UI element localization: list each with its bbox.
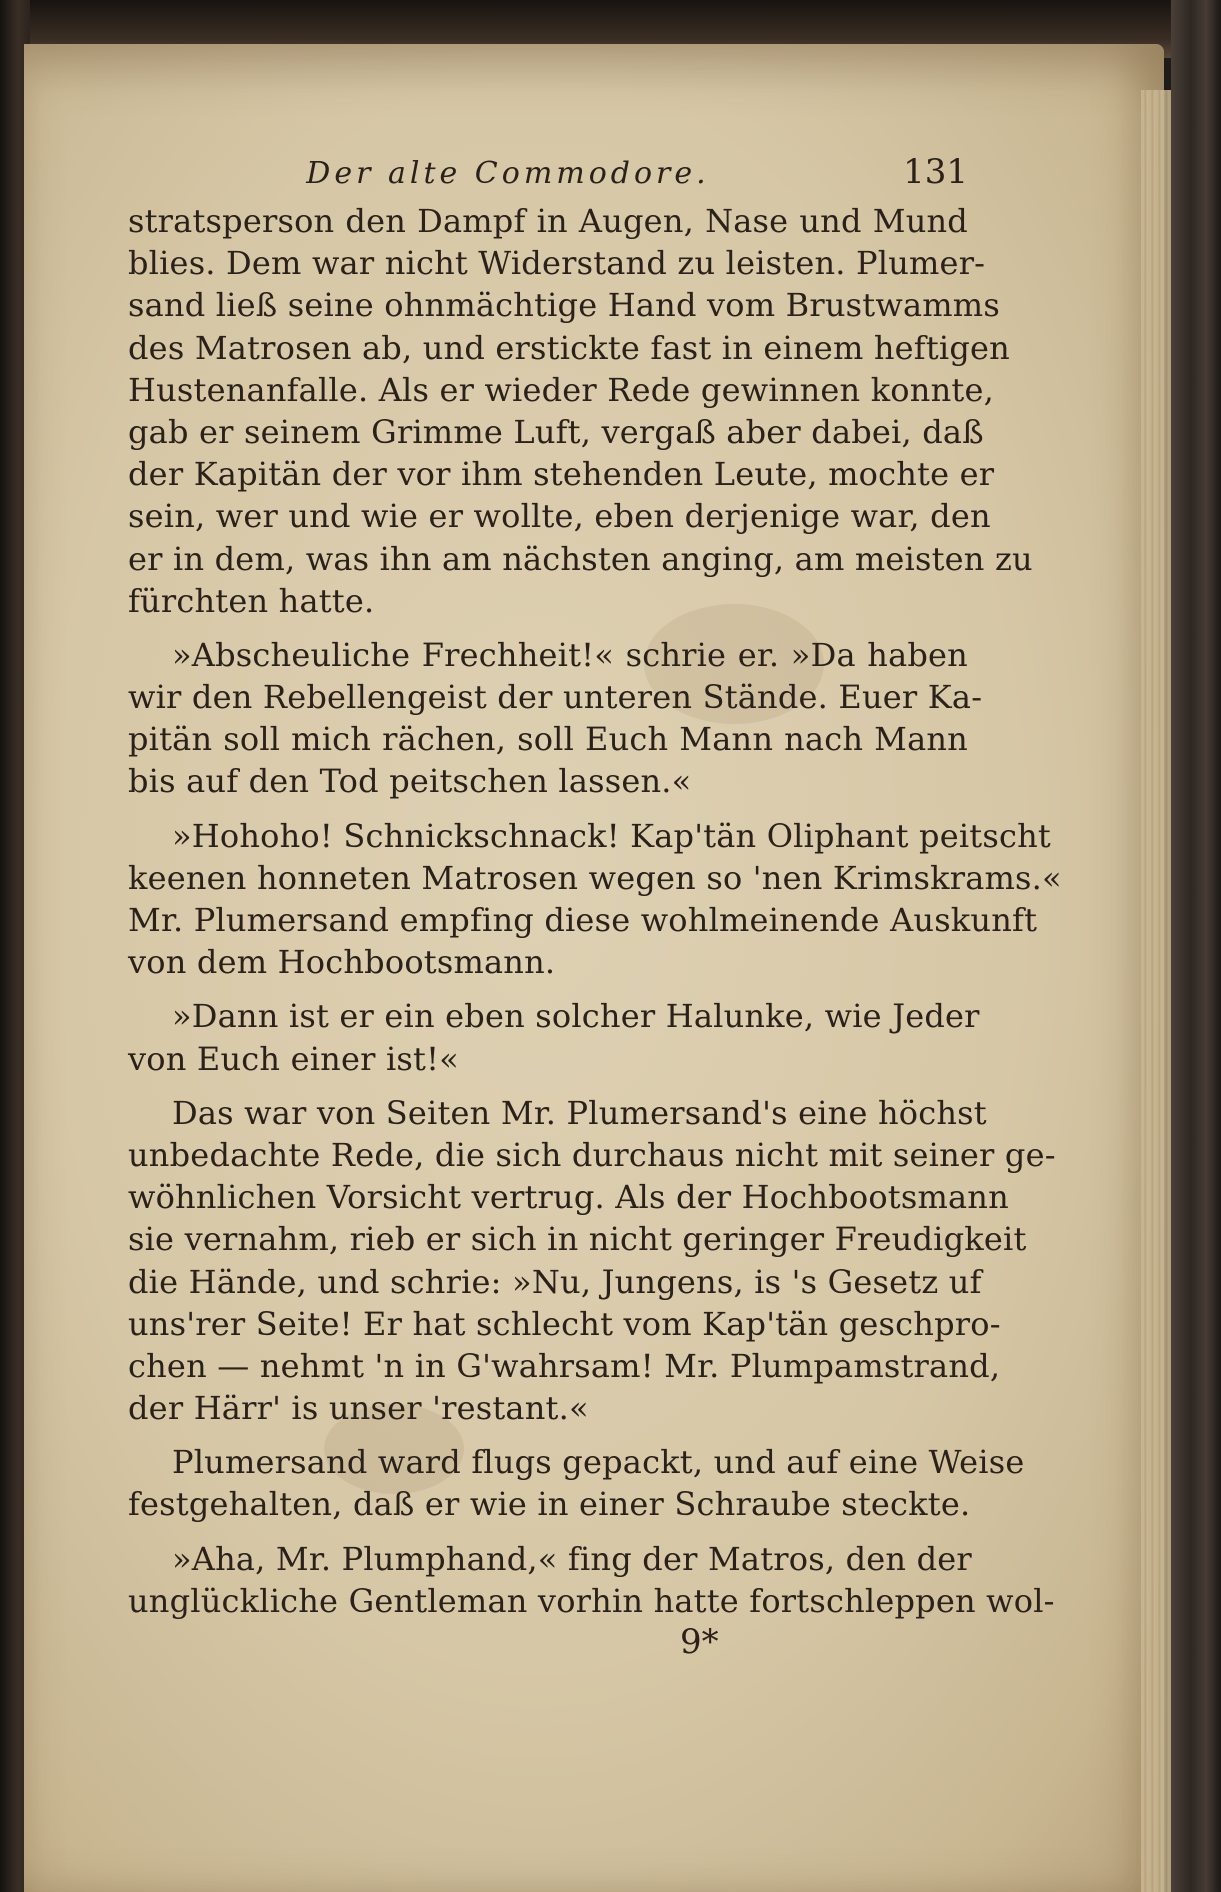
text-line: die Hände, und schrie: »Nu, Jungens, is 's Gesetz uf: [128, 1262, 982, 1301]
running-title: Der alte Commodore.: [306, 156, 710, 191]
book-cover-right-edge: [1171, 0, 1221, 1892]
text-line: festgehalten, daß er wie in einer Schraube steckte.: [128, 1485, 971, 1524]
text-line: gab er seinem Grimme Luft, vergaß aber dabei, daß: [128, 412, 984, 451]
text-line: er in dem, was ihn am nächsten anging, am meisten zu: [128, 539, 1033, 578]
paragraph-gap: [128, 803, 968, 815]
body-text: [128, 200, 1062, 1622]
paragraph-gap: [128, 622, 968, 634]
text-line: Hustenanfalle. Als er wieder Rede gewinnen konnte,: [128, 370, 994, 409]
text-line: wöhnlichen Vorsicht vertrug. Als der Hochbootsmann: [128, 1178, 1009, 1217]
text-line: Mr. Plumersand empfing diese wohlmeinende Auskunft: [128, 901, 1038, 939]
text-line: uns'rer Seite! Er hat schlecht vom Kap'tän geschpro-: [128, 1304, 1001, 1343]
paragraph-gap: [128, 1526, 968, 1538]
text-line: der Kapitän der vor ihm stehenden Leute, mochte er: [128, 455, 995, 494]
text-line: fürchten hatte.: [128, 581, 375, 620]
text-line: sie vernahm, rieb er sich in nicht geringer Freudigkeit: [128, 1220, 1027, 1259]
text-line: wir den Rebellengeist der unteren Stände. Euer Ka-: [128, 678, 983, 717]
text-line: unglückliche Gentleman vorhin hatte fortschleppen wol-: [128, 1581, 1055, 1620]
text-line: des Matrosen ab, und erstickte fast in einem heftigen: [128, 328, 1010, 367]
text-line: chen — nehmt 'n in G'wahrsam! Mr. Plumpamstrand,: [128, 1346, 1001, 1385]
text-line: »Abscheuliche Frechheit!« schrie er. »Da haben: [172, 635, 968, 674]
text-line: bis auf den Tod peitschen lassen.«: [128, 762, 692, 801]
paragraph-gap: [128, 1429, 968, 1441]
page-text: [128, 140, 1062, 1622]
text-line: pitän soll mich rächen, soll Euch Mann nach Mann: [128, 720, 968, 759]
text-line: »Hohoho! Schnickschnack! Kap'tän Oliphant peitscht: [172, 816, 1051, 855]
paragraph-gap: [128, 983, 968, 995]
text-line: Das war von Seiten Mr. Plumersand's eine höchst: [172, 1093, 987, 1132]
text-line: unbedachte Rede, die sich durchaus nicht mit seiner ge-: [128, 1135, 1056, 1174]
page-stack-edges: [1141, 90, 1171, 1892]
text-line: sand ließ seine ohnmächtige Hand vom Brustwamms: [128, 286, 1000, 325]
signature-mark: 9*: [680, 1622, 719, 1662]
page-number: 131: [903, 152, 968, 192]
text-line: sein, wer und wie er wollte, eben derjenige war, den: [128, 497, 991, 536]
text-line: von Euch einer ist!«: [128, 1039, 459, 1078]
running-head: [128, 140, 968, 200]
text-line: blies. Dem war nicht Widerstand zu leisten. Plumer-: [128, 244, 986, 283]
text-line: stratsperson den Dampf in Augen, Nase und Mund: [128, 202, 968, 240]
text-line: keenen honneten Matrosen wegen so 'nen Krimskrams.«: [128, 858, 1062, 897]
paragraph-gap: [128, 1080, 968, 1092]
text-line: »Dann ist er ein eben solcher Halunke, wie Jeder: [172, 997, 980, 1036]
text-line: der Härr' is unser 'restant.«: [128, 1389, 589, 1428]
text-line: »Aha, Mr. Plumphand,« fing der Matros, den der: [172, 1539, 972, 1578]
text-line: Plumersand ward flugs gepackt, und auf eine Weise: [172, 1443, 1025, 1482]
text-line: von dem Hochbootsmann.: [128, 943, 556, 982]
